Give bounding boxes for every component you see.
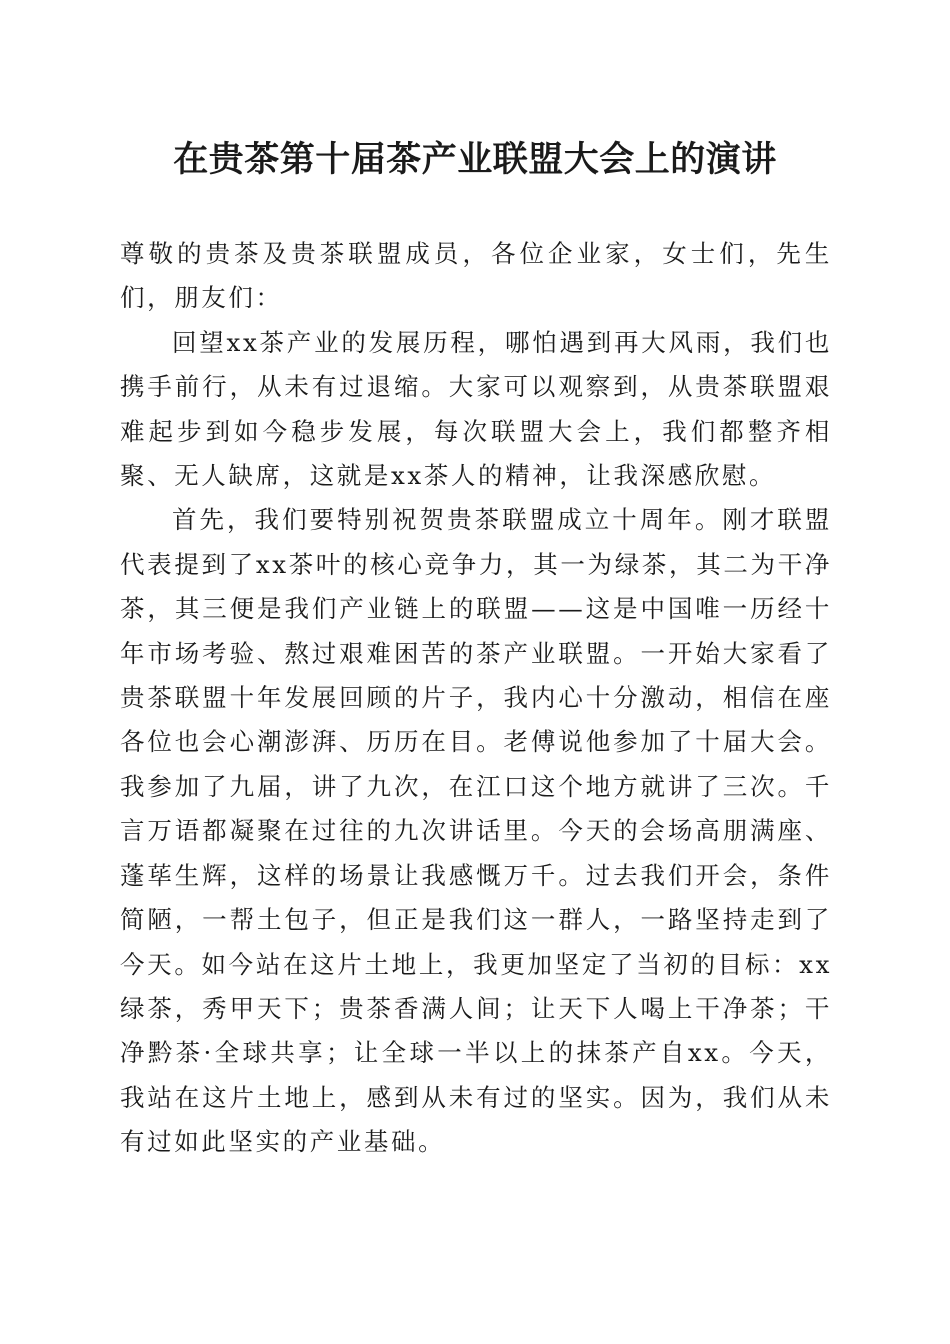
document-body bbox=[120, 232, 832, 1165]
paragraph-1: 回望xx茶产业的发展历程，哪怕遇到再大风雨，我们也携手前行，从未有过退缩。大家可以观察到，从贵茶联盟艰难起步到如今稳步发展，每次联盟大会上，我们都整齐相聚、无人缺席，这就是xx茶人的精神，让我深感欣慰。 bbox=[120, 327, 832, 491]
salutation: 尊敬的贵茶及贵茶联盟成员，各位企业家，女士们，先生们，朋友们： bbox=[120, 239, 832, 313]
document-title: 在贵茶第十届茶产业联盟大会上的演讲 bbox=[173, 139, 777, 180]
paragraph-2: 首先，我们要特别祝贺贵茶联盟成立十周年。刚才联盟代表提到了xx茶叶的核心竞争力，其一为绿茶，其二为干净茶，其三便是我们产业链上的联盟——这是中国唯一历经十年市场考验、熬过艰难困苦的茶产业联盟。一开始大家看了贵茶联盟十年发展回顾的片子，我内心十分激动，相信在座各位也会心潮澎湃、历历在目。老傅说他参加了十届大会。我参加了九届，讲了九次，在江口这个地方就讲了三次。千言万语都凝聚在过往的九次讲话里。今天的会场高朋满座、蓬荜生辉，这样的场景让我感慨万千。过去我们开会，条件简陋，一帮土包子，但正是我们这一群人，一路坚持走到了今天。如今站在这片土地上，我更加坚定了当初的目标：xx绿茶，秀甲天下；贵茶香满人间；让天下人喝上干净茶；干净黔茶·全球共享；让全球一半以上的抹茶产自xx。今天，我站在这片土地上，感到从未有过的坚实。因为，我们从未有过如此坚实的产业基础。 bbox=[120, 505, 832, 1157]
